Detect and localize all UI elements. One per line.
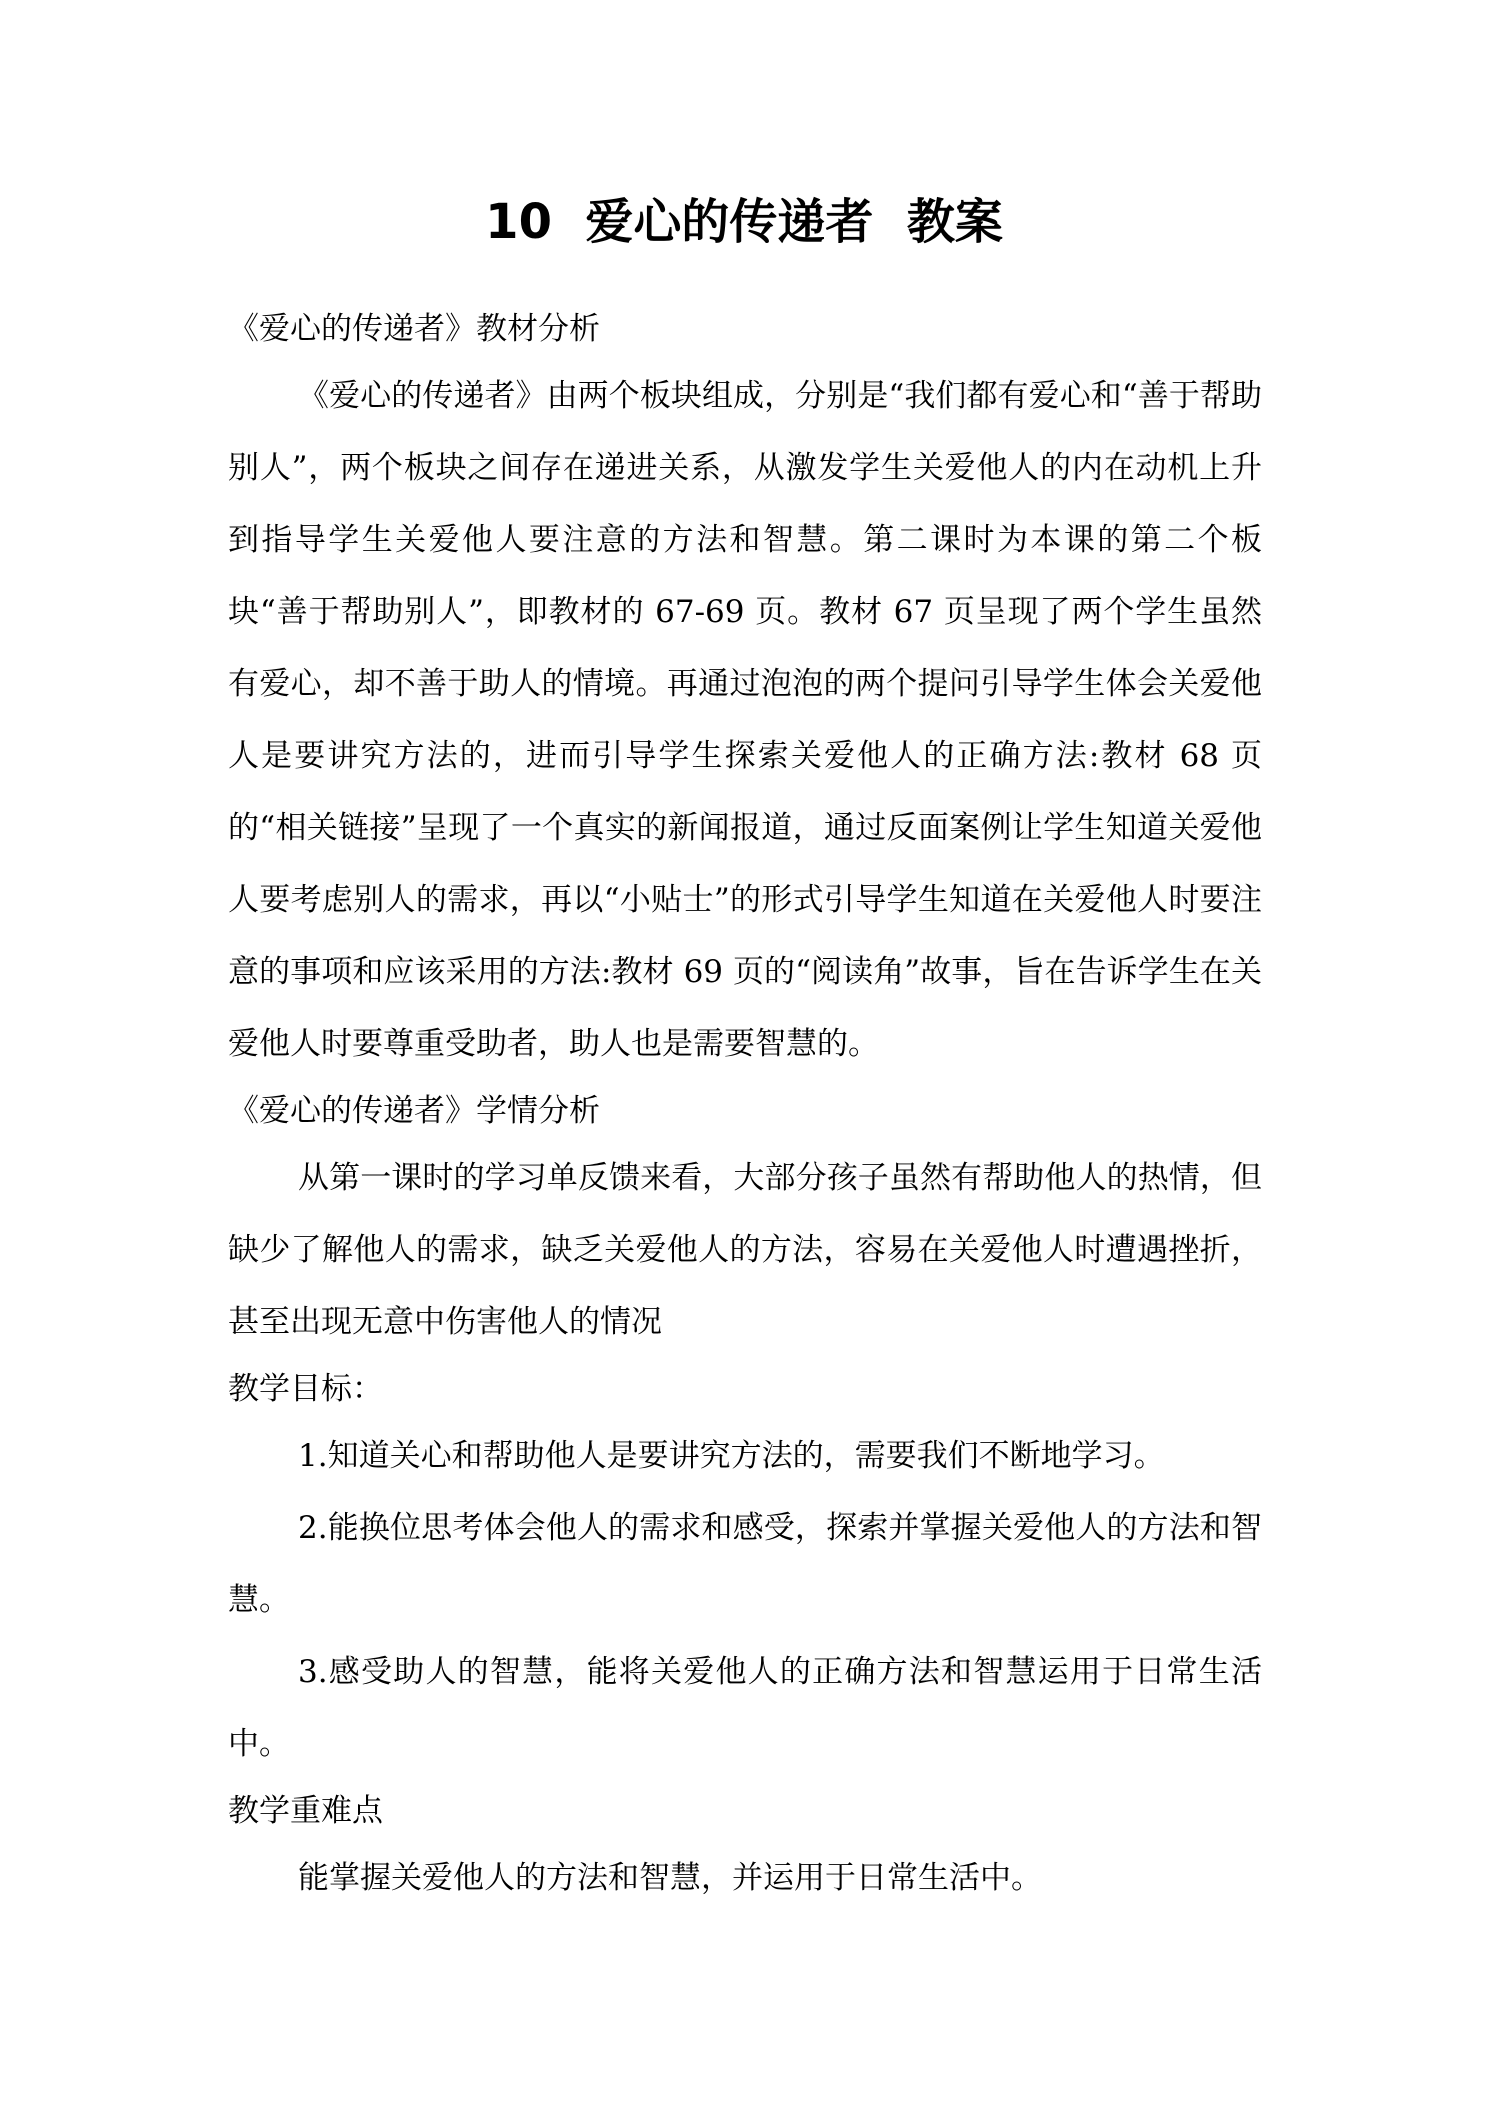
document-title: 10 爱心的传递者 教案 xyxy=(485,194,1003,250)
key-points-heading: 教学重难点 xyxy=(228,1793,383,1829)
objective-item: 2.能换位思考体会他人的需求和感受，探索并掌握关爱他人的方法和智慧。 xyxy=(228,1510,1262,1618)
objectives-heading: 教学目标： xyxy=(228,1371,383,1407)
key-points-paragraph: 能掌握关爱他人的方法和智慧，并运用于日常生活中。 xyxy=(298,1860,1042,1896)
objective-item: 3.感受助人的智慧，能将关爱他人的正确方法和智慧运用于日常生活中。 xyxy=(228,1654,1262,1762)
document-body xyxy=(228,298,1262,1914)
student-analysis-paragraph: 从第一课时的学习单反馈来看，大部分孩子虽然有帮助他人的热情，但缺少了解他人的需求，缺乏关爱他人的方法，容易在关爱他人时遭遇挫折，甚至出现无意中伤害他人的情况 xyxy=(228,1160,1262,1340)
textbook-analysis-heading: 《爱心的传递者》教材分析 xyxy=(228,311,600,347)
student-analysis-heading: 《爱心的传递者》学情分析 xyxy=(228,1093,600,1129)
textbook-analysis-paragraph: 《爱心的传递者》由两个板块组成，分别是“我们都有爱心和“善于帮助别人”，两个板块之间存在递进关系，从激发学生关爱他人的内在动机上升到指导学生关爱他人要注意的方法和智慧。第二课时为本课的第二个板块“善于帮助别人”，即教材的 67-69 页。教材 67 页呈现了两个学生虽然有爱心，却不善于助人的情境。再通过泡泡的两个提问引导学生体会关爱他人是要讲究方法的，进而引导学生探索关爱他人的正确方法:教材 68 页的“相关链接”呈现了一个真实的新闻报道，通过反面案例让学生知道关爱他人要考虑别人的需求，再以“小贴士”的形式引导学生知道在关爱他人时要注意的事项和应该采用的方法:教材 69 页的“阅读角”故事，旨在告诉学生在关爱他人时要尊重受助者，助人也是需要智慧的。 xyxy=(228,378,1262,1062)
objective-item: 1.知道关心和帮助他人是要讲究方法的，需要我们不断地学习。 xyxy=(298,1438,1165,1474)
